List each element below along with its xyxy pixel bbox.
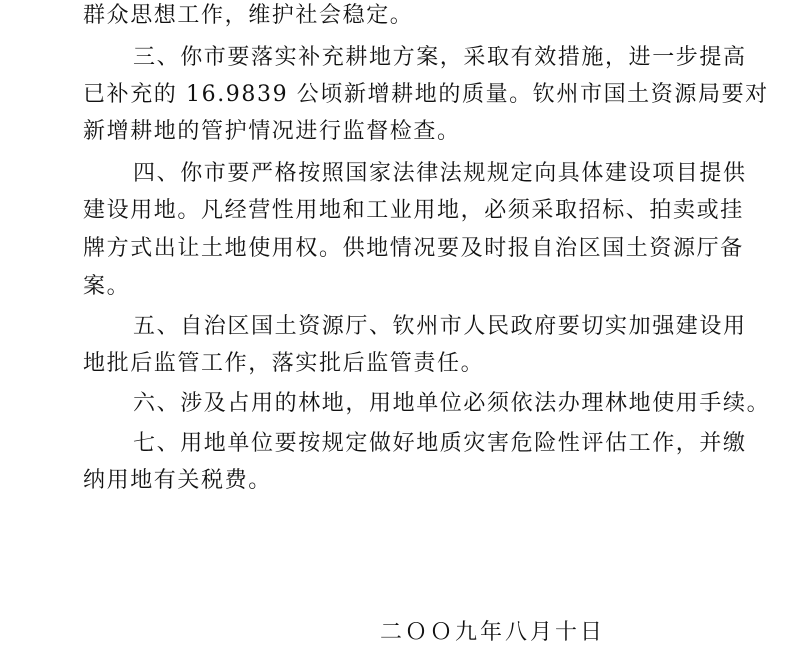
paragraph-line: 地批后监管工作，落实批后监管责任。 xyxy=(83,351,485,376)
paragraph-line: 已补充的 16.9839 公顷新增耕地的质量。钦州市国土资源局要对 xyxy=(83,82,769,107)
paragraph-line: 建设用地。凡经营性用地和工业用地，必须采取招标、拍卖或挂 xyxy=(83,198,744,223)
paragraph-line: 五、自治区国土资源厅、钦州市人民政府要切实加强建设用 xyxy=(133,314,747,339)
paragraph-line: 三、你市要落实补充耕地方案，采取有效措施，进一步提高 xyxy=(133,45,747,70)
paragraph-line: 四、你市要严格按照国家法律法规规定向具体建设项目提供 xyxy=(133,161,747,186)
paragraph-line: 牌方式出让土地使用权。供地情况要及时报自治区国土资源厅备 xyxy=(83,236,744,261)
paragraph-line: 七、用地单位要按规定做好地质灾害危险性评估工作，并缴 xyxy=(133,431,747,456)
paragraph-line: 案。 xyxy=(83,274,131,299)
paragraph-line: 新增耕地的管护情况进行监督检查。 xyxy=(83,119,461,144)
document-date: 二ＯＯ九年八月十日 xyxy=(380,620,606,645)
paragraph-line: 纳用地有关税费。 xyxy=(83,468,272,493)
paragraph-line: 六、涉及占用的林地，用地单位必须依法办理林地使用手续。 xyxy=(133,391,771,416)
paragraph-line: 群众思想工作，维护社会稳定。 xyxy=(83,3,414,28)
